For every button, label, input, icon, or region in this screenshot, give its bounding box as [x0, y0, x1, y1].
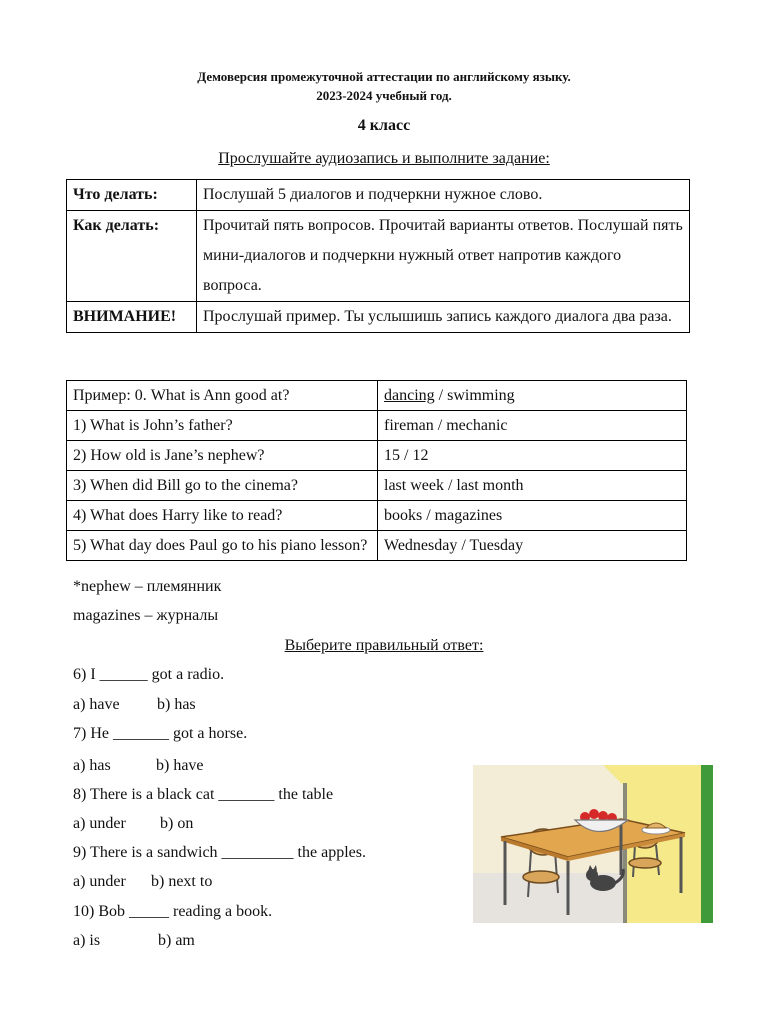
table-row — [67, 180, 690, 211]
instruction-text: Прослушай пример. Ты услышишь запись каждого диалога два раза. — [197, 302, 690, 333]
instruction-key: Как делать: — [67, 211, 197, 302]
table-row — [67, 211, 690, 302]
table-row — [67, 302, 690, 333]
table-row — [67, 531, 687, 561]
option-a[interactable]: a) has — [73, 757, 111, 774]
option-b[interactable]: b) am — [158, 932, 195, 949]
table-row — [67, 381, 687, 411]
question-cell: 4) What does Harry like to read? — [67, 501, 378, 531]
answer-options — [73, 932, 195, 950]
option-b[interactable]: b) has — [157, 696, 196, 713]
answer-cell: 15 / 12 — [378, 441, 687, 471]
kitchen-table-illustration — [473, 765, 713, 923]
curtain — [701, 765, 713, 923]
option-a[interactable]: a) is — [73, 932, 101, 949]
instruction-key: Что делать: — [67, 180, 197, 211]
table-row — [67, 411, 687, 441]
option-b[interactable]: b) next to — [151, 873, 213, 890]
answer-options — [73, 873, 212, 891]
instruction-text: Прочитай пять вопросов. Прочитай варианты ответов. Послушай пять мини-диалогов и подчеркни нужный ответ напротив каждого вопроса. — [197, 211, 690, 302]
answer-cell — [378, 381, 687, 411]
answer-options — [73, 757, 204, 775]
answer-cell: fireman / mechanic — [378, 411, 687, 441]
option-b[interactable]: b) have — [156, 757, 204, 774]
question-cell: 2) How old is Jane’s nephew? — [67, 441, 378, 471]
table-row — [67, 441, 687, 471]
question-cell: 1) What is John’s father? — [67, 411, 378, 441]
question-text: 6) I ______ got a radio. — [73, 666, 225, 683]
answer-rest: / swimming — [434, 387, 515, 404]
option-a[interactable]: a) under — [73, 815, 126, 832]
question-cell: Пример: 0. What is Ann good at? — [67, 381, 378, 411]
question-text: 7) He _______ got a horse. — [73, 725, 248, 742]
table-row — [67, 501, 687, 531]
window-frame — [623, 783, 627, 923]
table-row — [67, 471, 687, 501]
section1-title: Прослушайте аудиозапись и выполните задание: — [218, 150, 550, 167]
question-text: 8) There is a black cat _______ the table — [73, 786, 334, 803]
question-cell: 5) What day does Paul go to his piano lesson? — [67, 531, 378, 561]
grade: 4 класс — [357, 117, 411, 134]
answer-cell: Wednesday / Tuesday — [378, 531, 687, 561]
option-b[interactable]: b) on — [160, 815, 194, 832]
instruction-text: Послушай 5 диалогов и подчеркни нужное слово. — [197, 180, 690, 211]
listening-table — [66, 380, 687, 561]
question-cell: 3) When did Bill go to the cinema? — [67, 471, 378, 501]
instruction-key: ВНИМАНИЕ! — [67, 302, 197, 333]
underlined-answer: dancing — [384, 387, 435, 404]
glossary-item: magazines – журналы — [73, 607, 219, 624]
doc-title: Демоверсия промежуточной аттестации по английскому языку. — [197, 69, 571, 84]
instructions-table — [66, 179, 690, 333]
answer-cell: books / magazines — [378, 501, 687, 531]
school-year: 2023-2024 учебный год. — [316, 88, 452, 103]
option-a[interactable]: a) have — [73, 696, 120, 713]
glossary-item: *nephew – племянник — [73, 578, 222, 595]
section2-title: Выберите правильный ответ: — [284, 637, 484, 654]
answer-cell: last week / last month — [378, 471, 687, 501]
question-text: 10) Bob _____ reading a book. — [73, 903, 273, 920]
answer-options — [73, 815, 193, 833]
question-text: 9) There is a sandwich _________ the apples. — [73, 844, 366, 861]
option-a[interactable]: a) under — [73, 873, 126, 890]
answer-options — [73, 696, 196, 714]
